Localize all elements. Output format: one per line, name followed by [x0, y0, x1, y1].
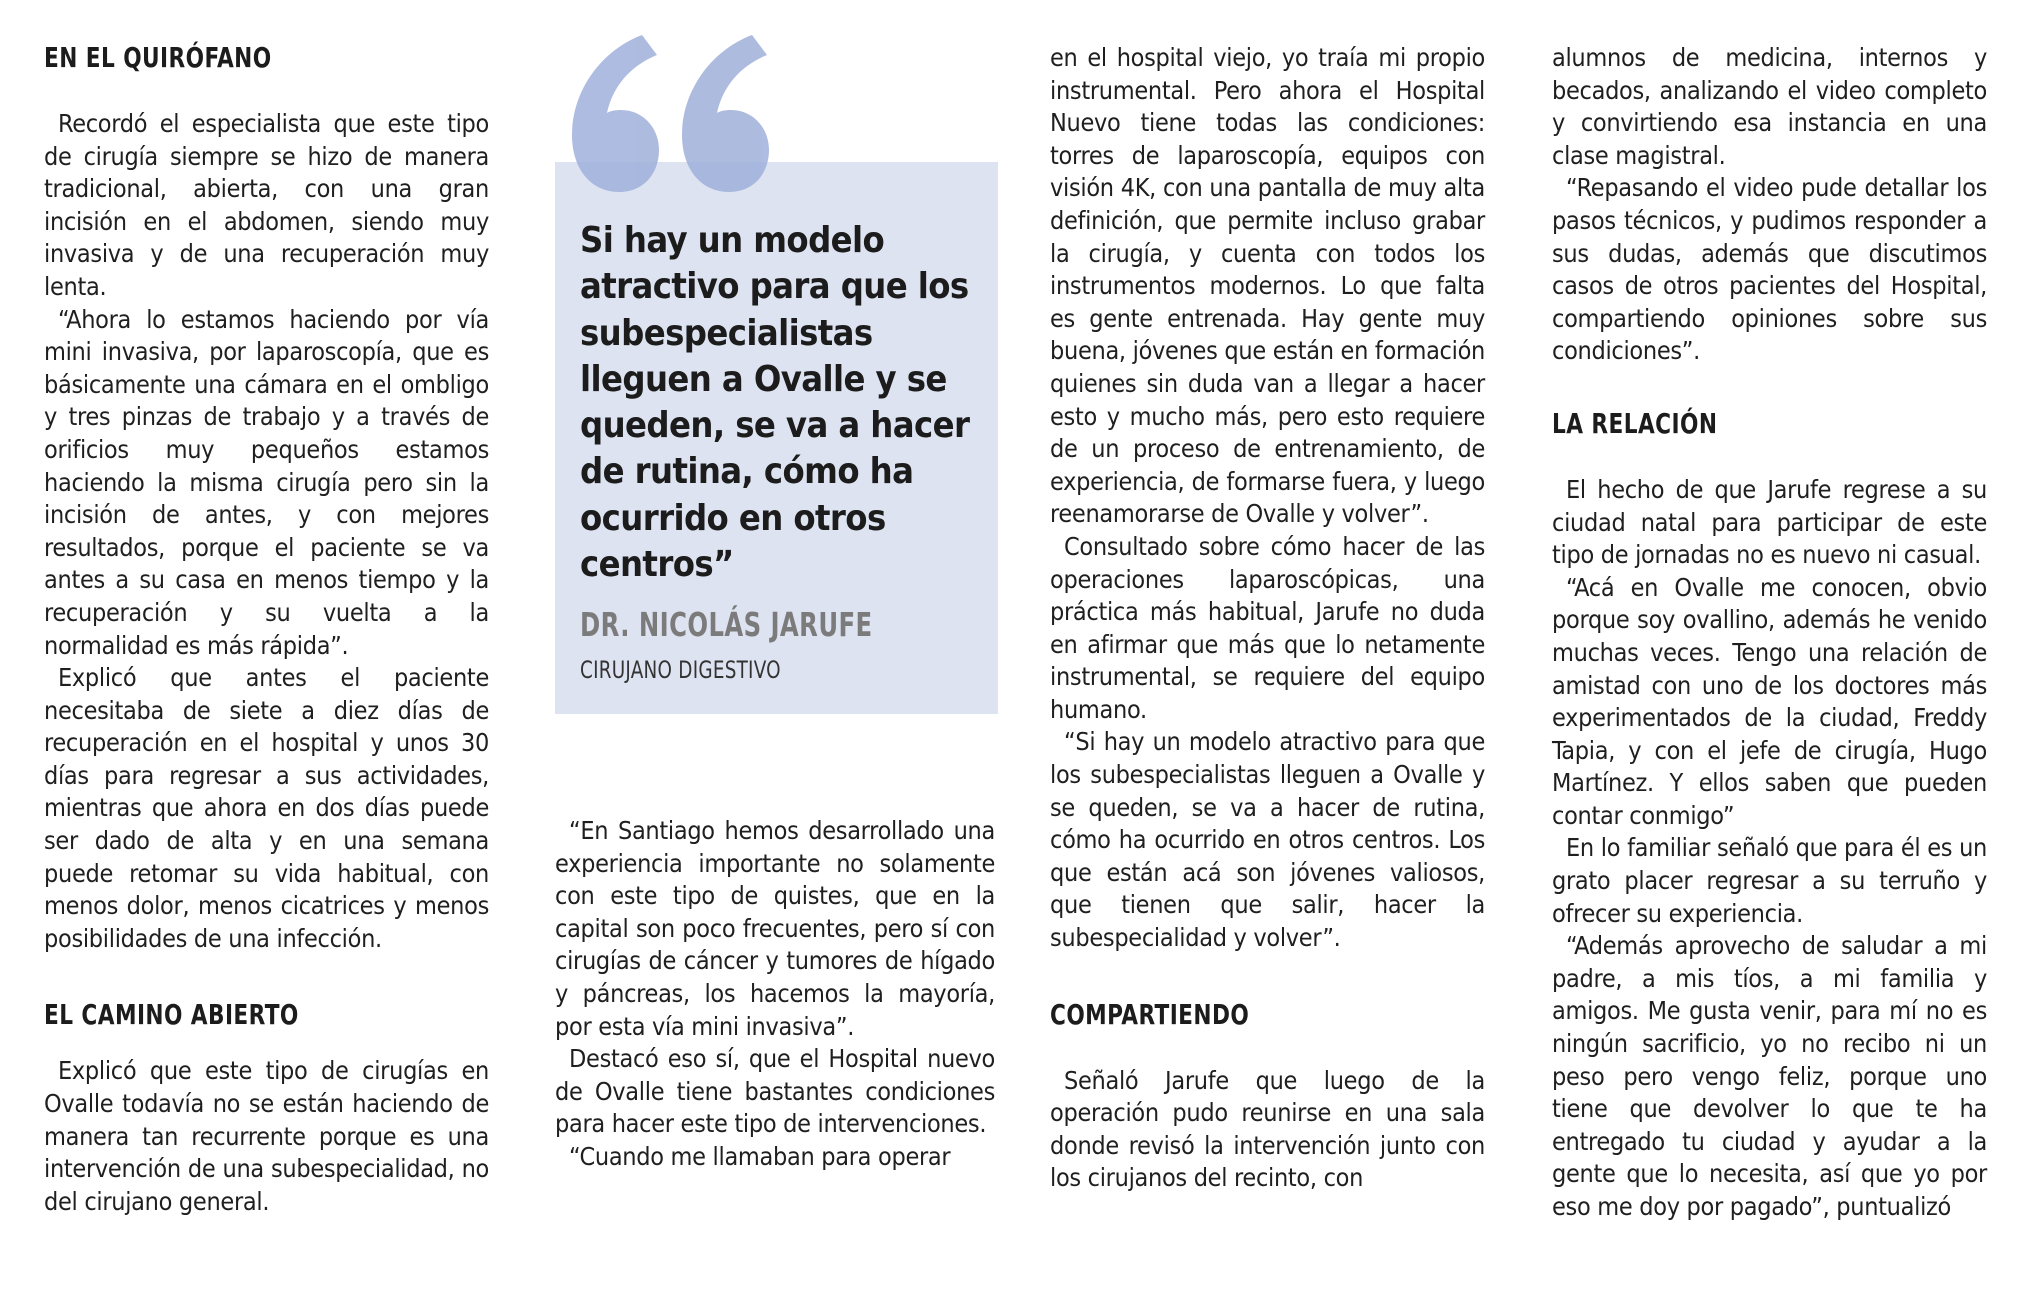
paragraph: Consultado sobre cómo hacer de las operaciones laparoscópicas, una práctica más habitual, Jarufe no duda en afirmar que más que lo netamente instrumental, se requiere del equipo humano. [1050, 531, 1485, 724]
article-column-2 [555, 815, 995, 1174]
paragraph: alumnos de medicina, internos y becados, analizando el video completo y convirtiendo esa instancia en una clase magistral. [1552, 43, 1987, 170]
section-heading-camino-abierto: EL CAMINO ABIERTO [44, 998, 299, 1032]
paragraph: En lo familiar señaló que para él es un grato placer regresar a su terruño y ofrecer su experiencia. [1552, 833, 1987, 928]
paragraph: “Acá en Ovalle me conocen, obvio porque soy ovallino, además he venido muchas veces. Tengo una relación de amistad con uno de los doctores más experimentados de la ciudad, Freddy Tapia, y con el jefe de cirugía, Hugo Martínez. Y ellos saben que pueden contar conmigo” [1552, 572, 1987, 830]
quote-author: DR. NICOLÁS JARUFE [580, 605, 873, 644]
pull-quote-text: Si hay un modelo atractivo para que los subespecialistas lleguen a Ovalle y se queden, se va a hacer de rutina, cómo ha ocurrido en otros centros” [580, 220, 970, 586]
article-column-3 [1050, 42, 1485, 1195]
paragraph: Señaló Jarufe que luego de la operación pudo reunirse en una sala donde revisó la intervención junto con los cirujanos del recinto, con [1050, 1065, 1485, 1193]
paragraph: en el hospital viejo, yo traía mi propio instrumental. Pero ahora el Hospital Nuevo tiene todas las condiciones: torres de laparoscopía, equipos con visión 4K, con una pantalla de muy alta definición, que permite incluso grabar la cirugía, y cuenta con todos los instrumentos modernos. Lo que falta es gente entrenada. Hay gente muy buena, jóvenes que están en formación quienes sin duda van a llegar a hacer esto y mucho más, pero esto requiere de un proceso de entrenamiento, de experiencia, de formarse fuera, y luego reenamorarse de Ovalle y volver”. [1050, 43, 1485, 529]
section-heading-la-relacion: LA RELACIÓN [1552, 406, 1718, 440]
section-heading-compartiendo: COMPARTIENDO [1050, 997, 1250, 1031]
paragraph: Destacó eso sí, que el Hospital nuevo de Ovalle tiene bastantes condiciones para hacer este tipo de intervenciones. [555, 1044, 995, 1139]
article-column-1 [44, 42, 489, 1218]
paragraph: “Si hay un modelo atractivo para que los subespecialistas lleguen a Ovalle y se queden, se va a hacer de rutina, cómo ha ocurrido en otros centros. Los que están acá son jóvenes valiosos, que tienen que salir, hacer la subespecialidad y volver”. [1050, 727, 1485, 953]
quotation-marks-icon [547, 10, 777, 220]
paragraph: “En Santiago hemos desarrollado una experiencia importante no solamente con este tipo de quistes, que en la capital son poco frecuentes, pero sí con cirugías de cáncer y tumores de hígado y páncreas, los hacemos la mayoría, por esta vía mini invasiva”. [555, 816, 995, 1041]
paragraph: “Además aprovecho de saludar a mi padre, a mis tíos, a mi familia y amigos. Me gusta venir, para mí no es ningún sacrificio, yo no recibo ni un peso pero vengo feliz, porque uno tiene que devolver lo que te ha entregado tu ciudad y ayudar a la gente que lo necesita, así que yo por eso me doy por pagado”, puntualizó [1552, 931, 1987, 1221]
paragraph: Explicó que antes el paciente necesitaba de siete a diez días de recuperación en el hospital y unos 30 días para regresar a sus actividades, mientras que ahora en dos días puede ser dado de alta y en una semana puede retomar su vida habitual, con menos dolor, menos cicatrices y menos posibilidades de una infección. [44, 663, 489, 953]
article-column-4 [1552, 42, 1987, 1224]
section-heading-quirofano: EN EL QUIRÓFANO [44, 41, 272, 74]
paragraph: “Ahora lo estamos haciendo por vía mini invasiva, por laparoscopía, que es básicamente una cámara en el ombligo y tres pinzas de trabajo y a través de orificios muy pequeños estamos haciendo la misma cirugía pero sin la incisión de antes, y con mejores resultados, porque el paciente se va antes a su casa en menos tiempo y la recuperación y su vuelta a la normalidad es más rápida”. [44, 304, 489, 660]
quote-author-role: CIRUJANO DIGESTIVO [580, 656, 781, 684]
paragraph: “Repasando el video pude detallar los pasos técnicos, y pudimos responder a sus dudas, además que discutimos casos de otros pacientes del Hospital, compartiendo opiniones sobre sus condiciones”. [1552, 173, 1987, 366]
paragraph: El hecho de que Jarufe regrese a su ciudad natal para participar de este tipo de jornadas no es nuevo ni casual. [1552, 474, 1987, 570]
paragraph: “Cuando me llamaban para operar [569, 1141, 951, 1171]
paragraph: Recordó el especialista que este tipo de cirugía siempre se hizo de manera tradicional, abierta, con una gran incisión en el abdomen, siendo muy invasiva y de una recuperación muy lenta. [44, 109, 489, 301]
paragraph: Explicó que este tipo de cirugías en Ovalle todavía no se están haciendo de manera tan recurrente porque es una intervención de una subespecialidad, no del cirujano general. [44, 1056, 489, 1216]
